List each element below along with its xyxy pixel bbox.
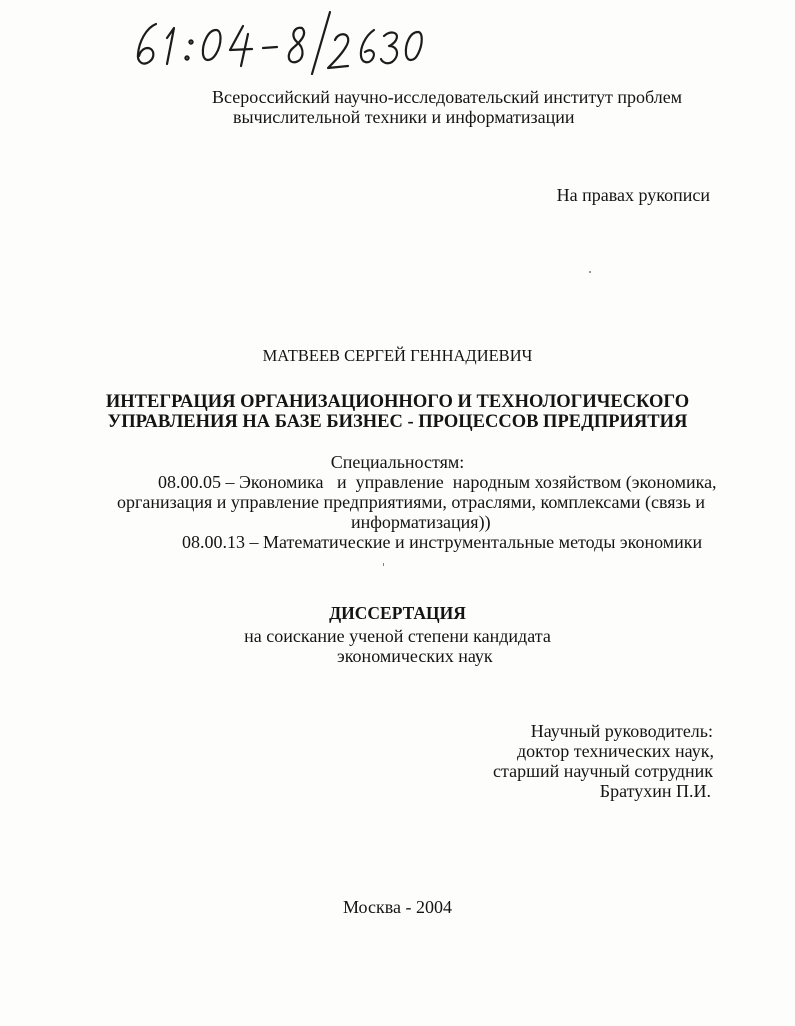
supervisor-rank: старший научный сотрудник [493,761,713,781]
institute-name-line1: Всероссийский научно-исследовательский институт проблем [212,87,683,107]
supervisor-name: Братухин П.И. [599,781,711,801]
specialty-1-line3: информатизация)) [351,512,491,532]
institute-name-line2: вычислительной техники и информатизации [233,107,575,127]
author-name: МАТВЕЕВ СЕРГЕЙ ГЕННАДИЕВИЧ [262,346,533,365]
specialty-1-line1: 08.00.05 – Экономика и управление народным хозяйством (экономика, [158,472,717,492]
work-type-label: ДИССЕРТАЦИЯ [329,603,466,623]
scan-speck [589,271,591,273]
dissertation-title-line1: ИНТЕГРАЦИЯ ОРГАНИЗАЦИОННОГО И ТЕХНОЛОГИЧЕСКОГО [105,392,690,412]
specialty-2: 08.00.13 – Математические и инструментальные методы экономики [182,532,703,552]
manuscript-rights-note: На правах рукописи [556,185,710,205]
specialties-heading: Специальностям: [330,452,465,472]
handwritten-code-stamp [112,4,442,84]
dissertation-title-line2: УПРАВЛЕНИЯ НА БАЗЕ БИЗНЕС - ПРОЦЕССОВ ПРЕДПРИЯТИЯ [107,412,688,432]
specialty-1-line2: организация и управление предприятиями, отраслями, комплексами (связь и [117,492,706,512]
degree-sought-line1: на соискание ученой степени кандидата [244,626,551,646]
supervisor-role: Научный руководитель: [530,721,713,741]
supervisor-degree: доктор технических наук, [517,741,714,761]
degree-sought-line2: экономических наук [337,646,493,666]
place-and-year: Москва - 2004 [343,897,452,917]
scan-speck [383,563,384,566]
